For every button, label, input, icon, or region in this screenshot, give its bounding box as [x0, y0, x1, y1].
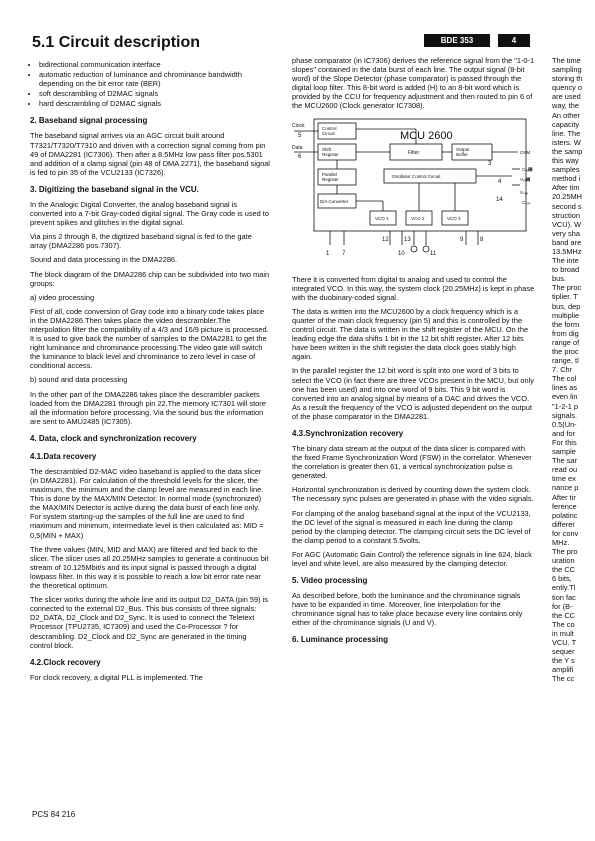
section-heading: 5. Video processing: [292, 576, 368, 586]
list-item: • bidirectional communication interface: [39, 60, 270, 69]
clipped-line: polatinc: [552, 510, 578, 520]
clipped-line: signals.: [552, 410, 578, 420]
clipped-line: sample: [552, 447, 576, 457]
clipped-line: The inte: [552, 256, 579, 266]
clipped-line: quency o: [552, 83, 582, 93]
csup-label: Cₛᵤₚ: [522, 199, 531, 205]
vsup-label: Vₛᵤₚ: [520, 189, 529, 195]
feature-list: [30, 60, 270, 108]
clipped-line: range of: [552, 337, 580, 347]
pin-14: 14: [496, 196, 503, 203]
chip-name: MCU 2600: [400, 129, 453, 142]
clipped-line: "1-2-1 p: [552, 401, 579, 411]
paragraph: For clamping of the analog baseband signal at the input of the VCU2133, the DC level of the signal is measured in each line during the clamp period by the clamping detector. The clamping circuit sets the DC level of the clamp period to a constant 5.5volts.: [292, 508, 531, 545]
clipped-line: differer: [552, 519, 575, 529]
filter-label: Filter: [408, 149, 420, 156]
clipped-line: The col: [552, 374, 577, 384]
paragraph: Horizontal synchronization is derived by counting down the system clock. The necessary sync pulses are generated in phase with the video signals.: [292, 485, 534, 504]
clipped-line: VCU). W: [552, 219, 582, 229]
paragraph: The baseband signal arrives via an AGC circuit built around T7321/T7320/T7310 and driven with a correction signal coming from pin 49 of DMA2281 (IC7306). Then after a 8.5MHz low pass filter pos.5301 and addition of a clamp signal (pin 48 of DMA 2271), the baseband signal is fed to pin 35 of the VCU2133 (IC7326).: [30, 131, 270, 177]
clipped-line: The cc: [552, 674, 575, 684]
section-heading: 2. Baseband signal processing: [30, 116, 148, 126]
paragraph: phase comparator (in IC7306) derives the reference signal from the "1-0-1 slopes" contained in the data burst of each line. The output signal (8-bit word) of the Slope Detector (phase comparator) is passed through the digital loop filter. This 8-bit word is added (H) to an 8-bit word which is provided by the CCU for frequency adjustment and then routed to pin 6 of the MCU2600 (Clock generator IC7308).: [292, 56, 535, 111]
control-label: Control Circuit: [322, 125, 337, 136]
clipped-line: tion fac: [552, 592, 576, 602]
paragraph: The slicer works during the whole line and its output D2_DATA (pin 59) is connected to the external D2_Bus. This bus consists of three signals: D2_DATA, D2_Clock and D2_Sync. It is used to connect the Teletext Processor (TPU2735, IC7309) and used the Co-Processor ? for descrambling. D2_Clock and D2_Sync are generated in the timing control block.: [30, 595, 268, 650]
text-column-1: [30, 60, 270, 687]
clipped-line: After tir: [552, 492, 576, 502]
shift-label: Shift Register: [322, 146, 339, 157]
clipped-line: 6 bits,: [552, 574, 572, 584]
clipped-line: capacity: [552, 119, 580, 129]
data-label: Data: [292, 144, 303, 151]
clipped-line: and for: [552, 428, 576, 438]
list-item: • hard descrambling of D2MAC signals: [39, 99, 270, 108]
clock-pin: 5: [298, 132, 302, 139]
clipped-line: the form: [552, 319, 580, 329]
dac-label: D/A Converter: [320, 198, 349, 204]
paragraph: In the Analogic Digital Converter, the analog baseband signal is converted into a 7-bit Gray-coded digital signal. The Gray code is used to prevent spikes and glitches in the digital signal.: [30, 199, 269, 228]
section-heading: 6. Luminance processing: [292, 635, 389, 645]
clipped-line: After tim: [552, 183, 580, 193]
paragraph: In the parallel register the 12 bit word is split into one word of 3 bits to select the VCO (in fact there are three VCOs present in the MCU, but only one has been used) and into one word of 9 bits. This 9 bit word is converted into an analog signal by means of a DAC and drives the VCO. As a result the frequency of the VCO is adjusted dependent on the output of the phase comparator in the DMA2281.: [292, 366, 534, 421]
clipped-line: from dig: [552, 328, 579, 338]
clipped-line: time ex: [552, 474, 576, 484]
paragraph: The descrambled D2-MAC video baseband is applied to the data slicer (in DMA2281). For calculation of the threshold levels for the slicer, the maximum, the minimum and the clamp level are measured in each line. This is done by the MAX/MIN Detector. In normal mode (synchronized) the MAX/MIN Detector is active during the data burst of each line only. For system starting-up the samples of the full line are used to find maximum and minimum, intermediate level is then calculated as: MID = 0,5(MIN + MAX): [30, 466, 264, 540]
clipped-line: amplifi: [552, 665, 574, 675]
clipped-line: even lin: [552, 392, 578, 402]
vref-label: Vᵣₑ₟: [520, 176, 531, 182]
clipped-line: read ou: [552, 465, 578, 475]
footer-code: PCS 84 216: [32, 810, 76, 819]
text-column-2: [292, 56, 535, 650]
pin-9: 9: [460, 236, 464, 243]
clipped-line: The sar: [552, 456, 578, 466]
clipped-line: range, tl: [552, 356, 579, 366]
clipped-line: For this: [552, 437, 577, 447]
cref-label: Cᵣₑ₟: [522, 166, 533, 172]
paragraph: Sound and data processing in the DMA2286.: [30, 255, 178, 265]
subsection-heading: 4.2.Clock recovery: [30, 657, 101, 667]
paragraph: For AGC (Automatic Gain Control) the reference signals in line 624, black level and white level, are also measured by the clamping detector.: [292, 549, 532, 568]
clipped-line: bus, dep: [552, 301, 581, 311]
clipped-line: The co: [552, 619, 575, 629]
output-label: Output Buffer: [456, 146, 470, 157]
clipped-line: are used: [552, 92, 581, 102]
clipped-line: sampling: [552, 65, 582, 75]
clipped-line: line. The: [552, 128, 581, 138]
vco2-label: VCO 2: [411, 215, 425, 221]
paragraph: The binary data stream at the output of the data slicer is compared with the fixed Frame Synchronization Word (FSW) in the correlator. Whenever the correlation is greater then 61, a vertical synchronization pulse is generated.: [292, 443, 532, 481]
clipped-line: VCU. T: [552, 638, 577, 647]
clipped-line: method i: [552, 174, 581, 184]
clipped-line: storing th: [552, 74, 583, 84]
clipped-line: the CC: [552, 565, 576, 575]
pin-10: 10: [398, 250, 405, 257]
clipped-line: The pro: [552, 547, 578, 557]
page-number-badge: 4: [498, 34, 530, 47]
list-item: • soft descrambling of D2MAC signals: [39, 89, 270, 98]
clipped-line: band are: [552, 237, 582, 247]
clipped-line: nance p: [552, 483, 579, 493]
subsection-heading: 4.3.Synchronization recovery: [292, 428, 404, 438]
clipped-line: the samp: [552, 146, 583, 156]
clipped-line: this way: [552, 156, 579, 166]
clipped-line: 13.5MHz: [552, 246, 582, 256]
clipped-line: sequer: [552, 647, 575, 657]
paragraph: The block diagram of the DMA2286 chip can be subdivided into two main groups:: [30, 269, 270, 288]
clipped-line: bus.: [552, 274, 566, 284]
parallel-label: Parallel Register: [322, 171, 339, 182]
paragraph: For clock recovery, a digital PLL is implemented. The: [30, 672, 203, 682]
clipped-line: tiplier. T: [552, 292, 578, 302]
page-title: 5.1 Circuit description: [32, 34, 201, 51]
clipped-line: in mult: [552, 628, 574, 638]
paragraph: The three values (MIN, MID and MAX) are filtered and fed back to the slicer. The slicer uses all 20.25MHz samples to generate a continuous bit stream of 10.125Mbit/s and its input signal is passed through a digital lowpass filter. In this way it is possible to reach a low bit error rate near the theoretical optimum.: [30, 544, 269, 591]
clipped-line: 0.5(Un-: [552, 419, 577, 429]
text-column-3-clipped: [552, 56, 595, 683]
clipped-line: to broad: [552, 265, 580, 275]
pin-12: 12: [382, 236, 389, 243]
clipped-line: lines as: [552, 383, 578, 393]
clipped-line: the proc: [552, 347, 579, 356]
clipped-line: the Y s: [552, 656, 575, 666]
clipped-line: multiplie: [552, 310, 580, 320]
list-item: • automatic reduction of luminance and chrominance bandwidth depending on the bit error rate (BER): [39, 70, 270, 88]
clipped-line: very sha: [552, 228, 580, 238]
mcu2600-block-diagram: [292, 117, 535, 267]
pin-11: 11: [430, 250, 437, 257]
section-heading: 3. Digitizing the baseband signal in the VCU.: [30, 184, 199, 194]
paragraph: As described before, both the luminance and the chrominance signals have to be expanded in time. Moreover, line interpolation for the chrominance signal has to take place because every line contains only either of the chrominance signals (U and V).: [292, 591, 523, 628]
vco3-label: VCO 3: [447, 215, 461, 221]
clipped-line: MHz.: [552, 537, 570, 547]
clipped-line: uration: [552, 556, 575, 566]
osc-label: Oscillator Control Circuit: [392, 173, 441, 179]
pin-8: 8: [480, 236, 484, 243]
paragraph: The data is written into the MCU2600 by a clock frequency which is a quarter of the main clock frequency (pin 5) and this is controlled by the control circuit. The data is written in the shift register of the MCU. On the leading edge the data shifts 1 bit in the 12 bit shift register. After 12 bits have been written in the shift register the data clock goes stably high again.: [292, 306, 529, 362]
clock-label: Clock: [292, 122, 305, 129]
clipped-line: struction: [552, 210, 580, 220]
paragraph: There it is converted from digital to analog and used to control the integrated VCO. In this way, the system clock (20.25MHz) is kept in phase with the duobinary-coded signal.: [292, 274, 535, 302]
clipped-line: 7. Chr: [552, 365, 573, 375]
osm-label: OSM: [520, 149, 531, 155]
clipped-line: ference: [552, 501, 577, 511]
paragraph: a) video processing: [30, 292, 95, 302]
pin-13: 13: [404, 236, 411, 243]
model-badge: BDE 353: [424, 34, 490, 47]
subsection-heading: 4.1.Data recovery: [30, 451, 97, 461]
paragraph: First of all, code conversion of Gray code into a binary code takes place in the DMA2286.Then takes place the video descrambler.The interpolation filter the compatibility of a 4/3 and 16/9 picture is processed. It is used to give back the number of samples to the DMA2281 to get the right luminance and chrominance processing.The video gate will switch the luminance to black level and chrominance to zero level in case of conditional access.: [30, 306, 269, 371]
clipped-line: isters. W: [552, 137, 581, 147]
paragraph: In the other part of the DMA2286 takes place the descrambler packets loaded from the DMA2281 through pin 22.The memory IC7301 will store all the information before processing. Via the sound bus the information are sent to AMU2485 (IC7305).: [30, 389, 266, 426]
paragraph: b) sound and data processing: [30, 375, 128, 385]
clipped-line: the CC: [552, 610, 576, 620]
clipped-line: samples: [552, 165, 580, 175]
clipped-line: for conv: [552, 528, 579, 538]
clipped-line: second s: [552, 201, 582, 211]
clipped-line: The time: [552, 56, 581, 65]
clipped-line: way, the: [552, 101, 579, 111]
pin-4: 4: [498, 178, 502, 185]
paragraph: Via pins 2 through 8, the digitized baseband signal is fed to the gate array (DMA2286 pos.7307).: [30, 232, 252, 251]
pin-1: 1: [326, 250, 330, 257]
pin-3: 3: [488, 160, 492, 167]
pin-7: 7: [342, 250, 346, 257]
vco1-label: VCO 1: [375, 215, 389, 221]
clipped-line: 20.25MH: [552, 192, 582, 202]
clipped-line: An other: [552, 110, 580, 120]
clipped-line: The proc: [552, 283, 582, 293]
clipped-line: ently.Tl: [552, 583, 576, 593]
data-pin: 6: [298, 153, 302, 160]
clipped-line: for (B-: [552, 601, 573, 611]
section-heading: 4. Data, clock and synchronization recovery: [30, 433, 197, 443]
